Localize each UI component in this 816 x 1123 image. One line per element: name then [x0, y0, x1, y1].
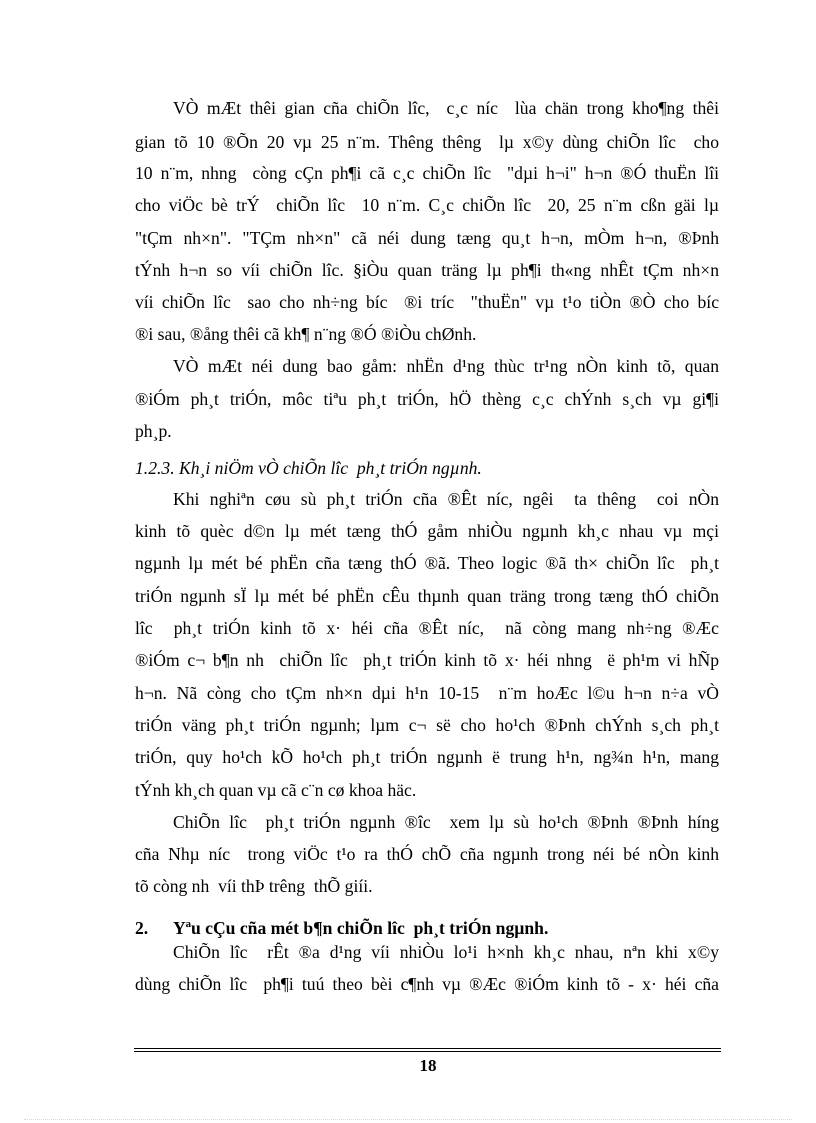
- paragraph-line: kinh tõ quèc d©n lµ mét tæng thÓ gåm nhiÒu ngµnh kh¸c nhau vµ mçi: [135, 521, 719, 541]
- paragraph-line: VÒ mÆt néi dung bao gåm: nhËn d¹ng thùc tr¹ng nÒn kinh tõ, quan: [173, 356, 719, 376]
- page-number: 18: [419, 1056, 437, 1075]
- paragraph-line: cho viÖc bè trÝ chiÕn lîc 10 n¨m. C¸c chiÕn lîc 20, 25 n¨m cßn gäi lµ: [135, 195, 719, 215]
- paragraph-line: triÓn ngµnh sÏ lµ mét bé phËn cÊu thµnh quan träng trong tæng thÓ chiÕn: [135, 586, 719, 606]
- paragraph-line: ngµnh lµ mét bé phËn cña tæng thÓ ®ã. Theo logic ®ã th× chiÕn lîc ph¸t: [135, 553, 719, 573]
- section-heading: Yªu cÇu cña mét b¶n chiÕn lîc ph¸t triÓn ngµnh.: [173, 918, 549, 938]
- paragraph-line: cña Nhµ níc trong viÖc t¹o ra thÓ chÕ cña ngµnh trong néi bé nÒn kinh: [135, 844, 719, 864]
- footer-rule: [134, 1051, 721, 1052]
- paragraph-line: lîc ph¸t triÓn kinh tõ x· héi cña ®Êt níc, nã còng mang nh÷ng ®Æc: [135, 618, 719, 638]
- paragraph-line: tÝnh kh¸ch quan vµ cã c¨n cø khoa häc.: [135, 780, 417, 800]
- paragraph-line: ®i sau, ®ång thêi cã kh¶ n¨ng ®Ó ®iÒu chØnh.: [135, 324, 477, 344]
- paragraph-line: 10 n¨m, nhng còng cÇn ph¶i cã c¸c chiÕn lîc "dµi h¬i" h¬n ®Ó thuËn lîi: [135, 163, 719, 183]
- paragraph-line: ®iÓm ph¸t triÓn, môc tiªu ph¸t triÓn, hÖ thèng c¸c chÝnh s¸ch vµ gi¶i: [135, 389, 719, 409]
- section-number: 2.: [135, 918, 149, 938]
- footer-rule: [134, 1048, 721, 1049]
- paragraph-line: VÒ mÆt thêi gian cña chiÕn lîc, c¸c níc lùa chän trong kho¶ng thêi: [173, 98, 719, 118]
- paragraph-line: triÓn väng ph¸t triÓn ngµnh; lµm c¬ së cho ho¹ch ®Þnh chÝnh s¸ch ph¸t: [135, 715, 719, 735]
- section-heading: 1.2.3. Kh¸i niÖm vÒ chiÕn lîc ph¸t triÓn ngµnh.: [135, 458, 482, 478]
- paragraph-line: gian tõ 10 ®Õn 20 vµ 25 n¨m. Thêng thêng lµ x©y dùng chiÕn lîc cho: [135, 132, 719, 152]
- paragraph-line: tõ còng nh víi thÞ trêng thÕ giíi.: [135, 876, 373, 896]
- paragraph-line: víi chiÕn lîc sao cho nh÷ng bíc ®i tríc "thuËn" vµ t¹o tiÒn ®Ò cho bíc: [135, 292, 719, 312]
- page-bottom-border: [24, 1119, 792, 1120]
- paragraph-line: "tÇm nh×n". "TÇm nh×n" cã néi dung tæng qu¸t h¬n, mÒm h¬n, ®Þnh: [135, 228, 719, 248]
- paragraph-line: dùng chiÕn lîc ph¶i tuú theo bèi c¶nh vµ ®Æc ®iÓm kinh tõ - x· héi cña: [135, 974, 719, 994]
- paragraph-line: h¬n. Nã còng cho tÇm nh×n dµi h¹n 10-15 n¨m hoÆc l©u h¬n n÷a vÒ: [135, 683, 719, 703]
- paragraph-line: Khi nghiªn cøu sù ph¸t triÓn cña ®Êt níc, ngêi ta thêng coi nÒn: [173, 489, 719, 509]
- paragraph-line: tÝnh h¬n so víi chiÕn lîc. §iÒu quan träng lµ ph¶i th«ng nhÊt tÇm nh×n: [135, 260, 719, 280]
- paragraph-line: triÓn, quy ho¹ch kÕ ho¹ch ph¸t triÓn ngµnh ë trung h¹n, ng¾n h¹n, mang: [135, 747, 719, 767]
- paragraph-line: ph¸p.: [135, 421, 172, 441]
- paragraph-line: ChiÕn lîc rÊt ®a d¹ng víi nhiÒu lo¹i h×nh kh¸c nhau, nªn khi x©y: [173, 942, 719, 962]
- paragraph-line: ChiÕn lîc ph¸t triÓn ngµnh ®îc xem lµ sù ho¹ch ®Þnh ®Þnh híng: [173, 812, 719, 832]
- paragraph-line: ®iÓm c¬ b¶n nh chiÕn lîc ph¸t triÓn kinh tõ x· héi nhng ë ph¹m vi hÑp: [135, 650, 719, 670]
